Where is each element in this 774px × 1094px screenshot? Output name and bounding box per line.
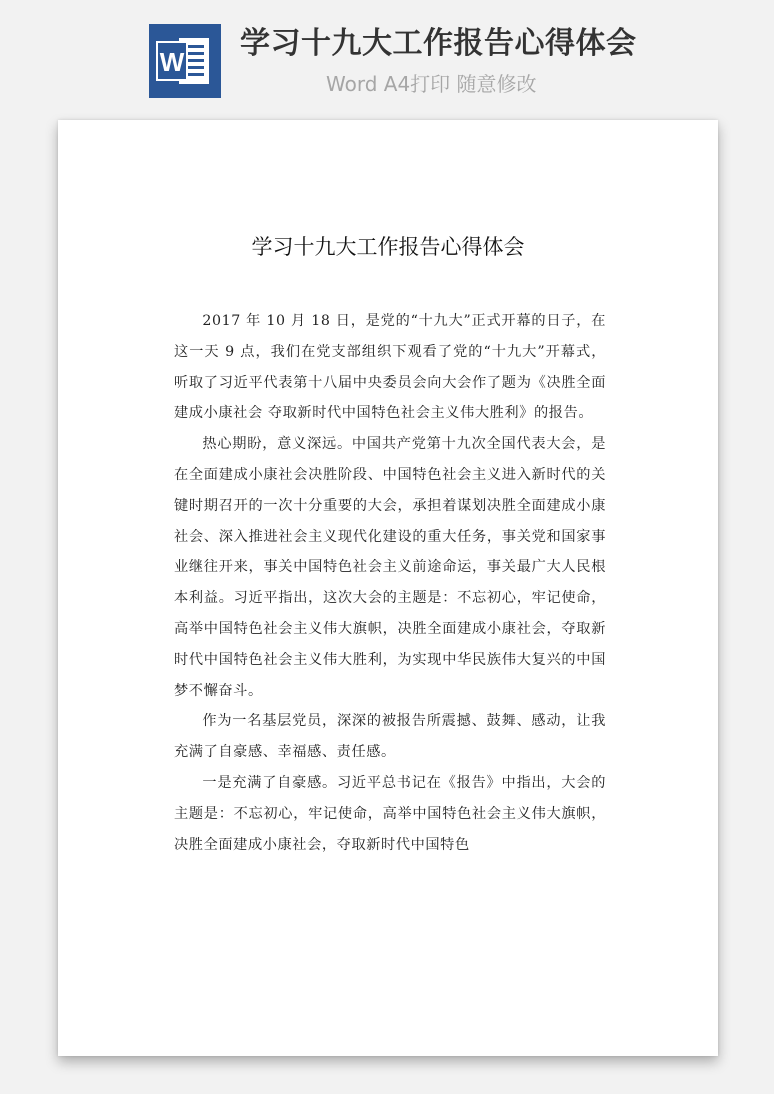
- header-subtitle: Word A4打印 随意修改: [326, 72, 537, 96]
- header: [0, 0, 774, 112]
- word-icon-letter: W: [159, 47, 185, 77]
- document-page: [58, 120, 718, 1056]
- paragraph: 2017 年 10 月 18 日，是党的“十九大”正式开幕的日子，在这一天 9 点，我们在党支部组织下观看了党的“十九大”开幕式，听取了习近平代表第十八届中央委员会向大会作了题为《决胜全面建成小康社会 夺取新时代中国特色社会主义伟大胜利》的报告。: [174, 313, 606, 422]
- header-title: 学习十九大工作报告心得体会: [240, 26, 637, 61]
- document-body: [174, 306, 606, 860]
- document-title: 学习十九大工作报告心得体会: [251, 235, 525, 259]
- word-document-icon: [149, 24, 221, 98]
- paragraph: 作为一名基层党员，深深的被报告所震撼、鼓舞、感动，让我充满了自豪感、幸福感、责任感。: [174, 713, 606, 761]
- paragraph: 热心期盼，意义深远。中国共产党第十九次全国代表大会，是在全面建成小康社会决胜阶段、中国特色社会主义进入新时代的关键时期召开的一次十分重要的大会，承担着谋划决胜全面建成小康社会、深入推进社会主义现代化建设的重大任务，事关党和国家事业继往开来，事关中国特色社会主义前途命运，事关最广大人民根本利益。习近平指出，这次大会的主题是：不忘初心，牢记使命，高举中国特色社会主义伟大旗帜，决胜全面建成小康社会，夺取新时代中国特色社会主义伟大胜利，为实现中华民族伟大复兴的中国梦不懈奋斗。: [174, 436, 606, 699]
- paragraph: 一是充满了自豪感。习近平总书记在《报告》中指出，大会的主题是：不忘初心，牢记使命，高举中国特色社会主义伟大旗帜，决胜全面建成小康社会，夺取新时代中国特色: [174, 774, 606, 853]
